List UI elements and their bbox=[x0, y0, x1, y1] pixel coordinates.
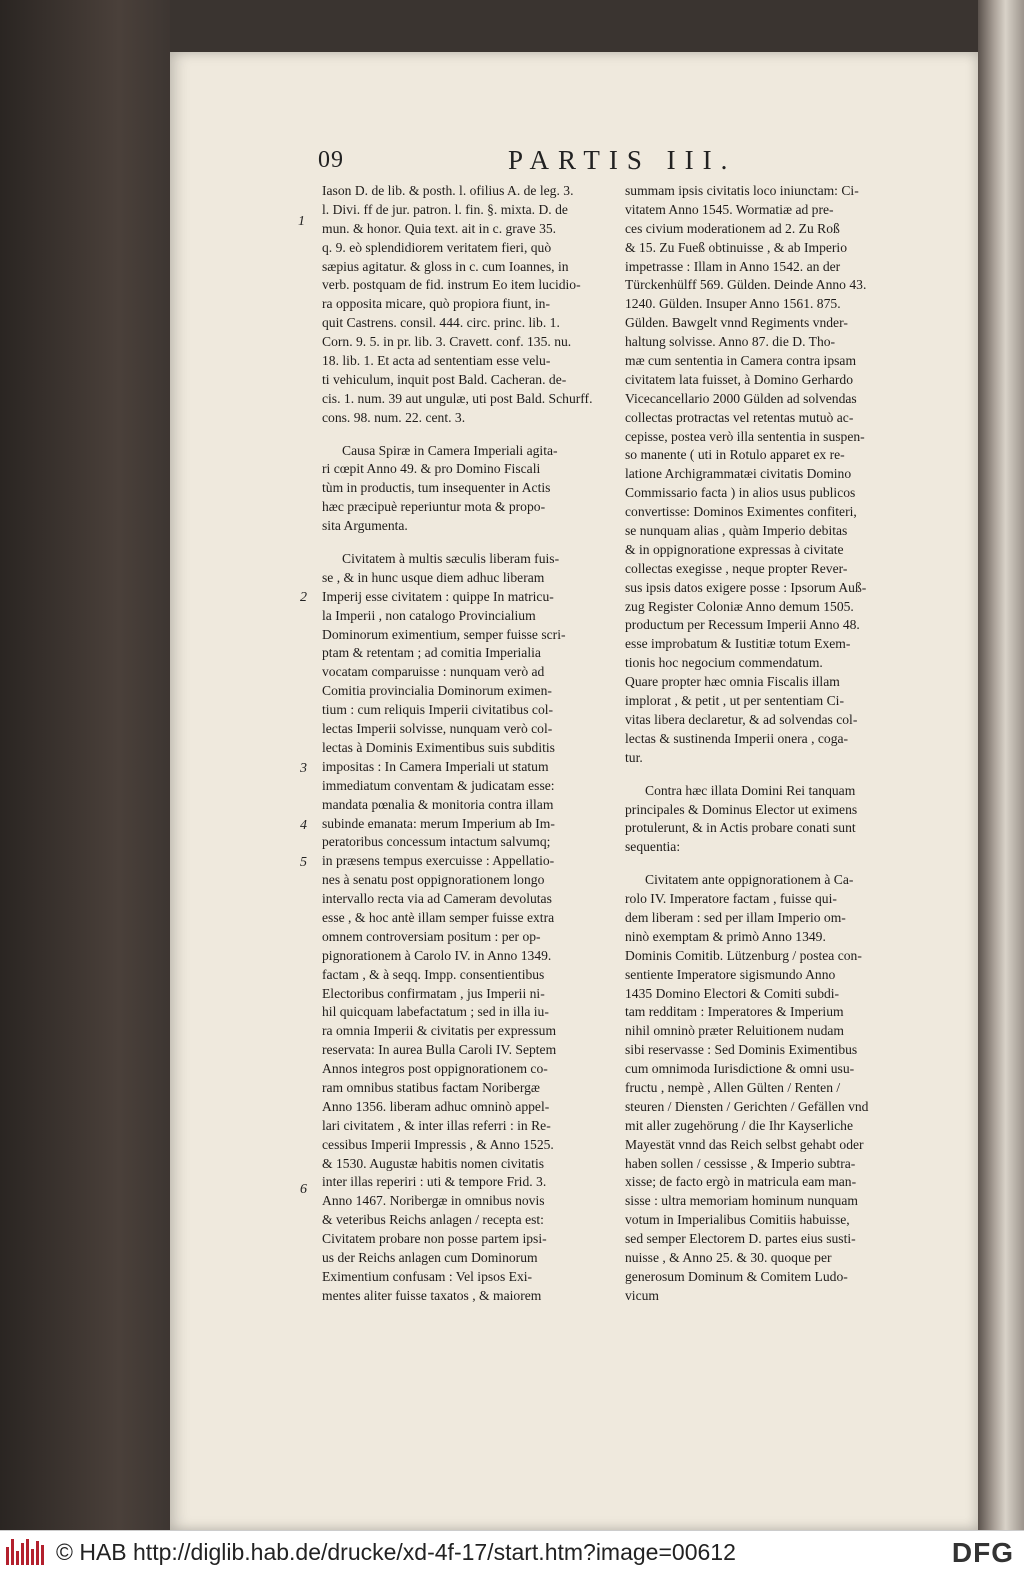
paragraph-gap bbox=[625, 857, 915, 871]
running-title: PARTIS III. bbox=[508, 145, 737, 175]
text-line: haltung solvisse. Anno 87. die D. Tho- bbox=[625, 334, 836, 350]
text-line: sita Argumenta. bbox=[322, 518, 408, 534]
text-line: Vicecancellario 2000 Gülden ad solvendas bbox=[625, 390, 857, 406]
text-line: sequentia: bbox=[625, 839, 681, 855]
text-line: mun. & honor. Quia text. ait in c. grave 35. bbox=[322, 220, 557, 236]
text-line: ri cœpit Anno 49. & pro Domino Fiscali bbox=[322, 461, 541, 477]
text-line: tionis hoc negocium commendatum. bbox=[625, 655, 823, 671]
text-line: quit Castrens. consil. 444. circ. princ. lib. 1. bbox=[322, 315, 560, 331]
paragraph-gap bbox=[322, 428, 612, 442]
dfg-logo: DFG bbox=[951, 1537, 1014, 1568]
text-line: Contra hæc illata Domini Rei tanquam bbox=[645, 782, 856, 798]
text-line: Civitatem ante oppignorationem à Ca- bbox=[645, 872, 854, 888]
text-line: ra opposita micare, quò propiora fiunt, in- bbox=[322, 296, 551, 312]
text-line: la Imperii , non catalogo Provincialium bbox=[322, 607, 536, 623]
text-line: collectas exegisse , neque propter Rever- bbox=[625, 560, 848, 576]
text-line: fructu , nempè , Allen Gülten / Renten / bbox=[625, 1079, 841, 1095]
text-line: tium : cum reliquis Imperii civitatibus col- bbox=[322, 702, 554, 718]
paragraph-gap bbox=[625, 768, 915, 782]
right-text-column bbox=[625, 182, 915, 1306]
text-line: lectas & sustinenda Imperii onera , coga- bbox=[625, 730, 849, 746]
text-line: mæ cum sententia in Camera contra ipsam bbox=[625, 353, 857, 369]
text-line: peratoribus concessum intactum salvumq; bbox=[322, 834, 551, 850]
text-line: Civitatem à multis sæculis liberam fuis- bbox=[342, 551, 560, 567]
text-line: sibi reservasse : Sed Dominis Eximentibus bbox=[625, 1042, 858, 1058]
text-line: subinde emanata: merum Imperium ab Im- bbox=[322, 815, 555, 831]
text-line: sed semper Electorem D. partes eius susti- bbox=[625, 1231, 856, 1247]
text-line: us der Reichs anlagen cum Dominorum bbox=[322, 1249, 538, 1265]
text-line: xisse; de facto ergò in matricula eam man- bbox=[625, 1174, 857, 1190]
text-line: tur. bbox=[625, 749, 643, 765]
text-line: cessibus Imperii Impressis , & Anno 1525. bbox=[322, 1136, 554, 1152]
text-line: q. 9. eò splendidiorem veritatem fieri, quò bbox=[322, 239, 552, 255]
text-line: Comitia provincialia Dominorum eximen- bbox=[322, 683, 552, 699]
page-header bbox=[318, 147, 908, 181]
left-text-column bbox=[322, 182, 612, 1306]
text-line: protulerunt, & in Actis probare conati sunt bbox=[625, 820, 856, 836]
text-line: factam , & à seqq. Impp. consentientibus bbox=[322, 966, 545, 982]
text-line: sus ipsis datos exigere posse : Ipsorum Auß- bbox=[625, 579, 867, 595]
text-line: Anno 1467. Noribergæ in omnibus novis bbox=[322, 1193, 545, 1209]
text-line: pignorationem à Carolo IV. in Anno 1349. bbox=[322, 947, 552, 963]
paragraph-gap bbox=[322, 536, 612, 550]
text-line: l. Divi. ff de jur. patron. l. fin. §. mixta. D. de bbox=[322, 201, 568, 217]
text-line: Dominis Comitib. Lützenburg / postea con- bbox=[625, 947, 862, 963]
text-line: Electoribus confirmatam , jus Imperii ni- bbox=[322, 985, 545, 1001]
text-line: impetrasse : Illam in Anno 1542. an der bbox=[625, 258, 841, 274]
text-line: sisse : ultra memoriam hominum nunquam bbox=[625, 1193, 858, 1209]
text-line: & 15. Zu Fueß obtinuisse , & ab Imperio bbox=[625, 239, 848, 255]
text-line: tam redditam : Imperatores & Imperium bbox=[625, 1004, 844, 1020]
text-line: Gülden. Bawgelt vnnd Regiments vnder- bbox=[625, 315, 848, 331]
text-line: & veteribus Reichs anlagen / recepta est: bbox=[322, 1212, 544, 1228]
text-line: esse , & hoc antè illam semper fuisse extra bbox=[322, 909, 555, 925]
scan-background-right bbox=[978, 0, 1024, 1530]
text-line: 18. lib. 1. Et acta ad sententiam esse velu- bbox=[322, 353, 551, 369]
text-line: generosum Dominum & Comitem Ludo- bbox=[625, 1268, 848, 1284]
text-line: 1240. Gülden. Insuper Anno 1561. 875. bbox=[625, 296, 841, 312]
text-line: productum per Recessum Imperii Anno 48. bbox=[625, 617, 860, 633]
text-line: Commissario facta ) in alios usus publicos bbox=[625, 485, 856, 501]
page-number: 09 bbox=[318, 147, 344, 173]
text-line: immediatum conventam & judicatam esse: bbox=[322, 777, 555, 793]
book-page bbox=[170, 52, 978, 1530]
margin-number: 3 bbox=[300, 761, 307, 776]
scan-background-left bbox=[0, 0, 170, 1530]
text-line: nuisse , & Anno 25. & 30. quoque per bbox=[625, 1249, 832, 1265]
text-line: hæc præcipuè reperiuntur mota & propo- bbox=[322, 499, 546, 515]
text-line: reservata: In aurea Bulla Caroli IV. Septem bbox=[322, 1042, 557, 1058]
text-line: cepisse, postea verò illa sententia in suspen- bbox=[625, 428, 865, 444]
text-line: vocatam comparuisse : nunquam verò ad bbox=[322, 664, 545, 680]
hab-logo-icon bbox=[6, 1539, 46, 1565]
text-line: ti vehiculum, inquit post Bald. Cacheran. de- bbox=[322, 371, 567, 387]
text-line: implorat , & petit , ut per sententiam Ci- bbox=[625, 693, 844, 709]
text-line: summam ipsis civitatis loco iniunctam: Ci- bbox=[625, 183, 859, 198]
text-line: Türckenhülff 569. Gülden. Deinde Anno 43. bbox=[625, 277, 867, 293]
text-line: lectas Imperii solvisse, nunquam verò col- bbox=[322, 721, 553, 737]
text-line: Mayestät vnnd das Reich selbst gehabt oder bbox=[625, 1136, 864, 1152]
text-line: principales & Dominus Elector ut eximens bbox=[625, 801, 858, 817]
text-line: Eximentium confusam : Vel ipsos Exi- bbox=[322, 1268, 533, 1284]
text-line: impositas : In Camera Imperiali ut statum bbox=[322, 758, 549, 774]
text-line: vicum bbox=[625, 1287, 659, 1303]
text-line: votum in Imperialibus Comitiis habuisse, bbox=[625, 1212, 850, 1228]
text-line: civitatem lata fuisset, à Domino Gerhardo bbox=[625, 371, 854, 387]
text-line: & 1530. Augustæ habitis nomen civitatis bbox=[322, 1155, 545, 1171]
text-line: mandata pœnalia & monitoria contra illam bbox=[322, 796, 554, 812]
text-line: Annos integros post oppignorationem co- bbox=[322, 1061, 548, 1077]
text-line: omnem controversiam positum : per op- bbox=[322, 928, 541, 944]
text-line: Imperij esse civitatem : quippe In matricu- bbox=[322, 588, 554, 604]
footer-bar bbox=[0, 1530, 1024, 1573]
text-line: vitas libera declaretur, & ad solvendas col- bbox=[625, 711, 858, 727]
text-line: mentes aliter fuisse taxatos , & maiorem bbox=[322, 1287, 542, 1303]
margin-number: 2 bbox=[300, 590, 307, 605]
text-line: verb. postquam de fid. instrum Eo item lucidio- bbox=[322, 277, 581, 293]
text-line: cis. 1. num. 39 aut ungulæ, uti post Bald. Schurff. bbox=[322, 390, 593, 406]
text-line: & in oppignoratione expressas à civitate bbox=[625, 541, 844, 557]
text-line: ces civium moderationem ad 2. Zu Roß bbox=[625, 220, 840, 236]
text-line: Causa Spiræ in Camera Imperiali agita- bbox=[342, 442, 558, 458]
text-line: haben sollen / cessisse , & Imperio subtra- bbox=[625, 1155, 856, 1171]
text-line: dem liberam : sed per illam Imperio om- bbox=[625, 909, 846, 925]
text-line: Anno 1356. liberam adhuc omninò appel- bbox=[322, 1098, 550, 1114]
text-line: intervallo recta via ad Cameram devolutas bbox=[322, 891, 552, 907]
text-line: nes à senatu post oppignorationem longo bbox=[322, 872, 545, 888]
margin-number: 5 bbox=[300, 855, 307, 870]
text-line: 1435 Domino Electori & Comiti subdi- bbox=[625, 985, 840, 1001]
text-line: se , & in hunc usque diem adhuc liberam bbox=[322, 569, 545, 585]
text-line: esse improbatum & Iustitiæ totum Exem- bbox=[625, 636, 851, 652]
text-line: sæpius agitatur. & gloss in c. cum Ioannes, in bbox=[322, 258, 569, 274]
text-line: vitatem Anno 1545. Wormatiæ ad pre- bbox=[625, 201, 834, 217]
text-line: Iason D. de lib. & posth. l. ofilius A. de leg. 3. bbox=[322, 183, 574, 198]
text-line: ram omnibus statibus factam Noribergæ bbox=[322, 1079, 540, 1095]
text-line: zug Register Coloniæ Anno demum 1505. bbox=[625, 598, 854, 614]
margin-number: 1 bbox=[298, 214, 305, 229]
text-line: cum omnimoda Iurisdictione & omni usu- bbox=[625, 1061, 855, 1077]
text-line: convertisse: Dominos Eximentes confiteri, bbox=[625, 504, 857, 520]
text-line: inter illas reperiri : uti & tempore Frid. 3. bbox=[322, 1174, 547, 1190]
text-line: latione Archigrammatæi civitatis Domino bbox=[625, 466, 852, 482]
text-line: lari civitatem , & inter illas referri : in Re- bbox=[322, 1117, 551, 1133]
margin-number: 6 bbox=[300, 1182, 307, 1197]
text-line: collectas protractas vel retentas mutuò ac- bbox=[625, 409, 854, 425]
text-line: so manente ( uti in Rotulo apparet ex re- bbox=[625, 447, 845, 463]
text-line: mit aller zugehörung / die Ihr Kayserliche bbox=[625, 1117, 853, 1133]
text-line: ninò exemptam & primò Anno 1349. bbox=[625, 928, 826, 944]
text-line: Dominorum eximentium, semper fuisse scri- bbox=[322, 626, 566, 642]
text-line: sentiente Imperatore sigismundo Anno bbox=[625, 966, 836, 982]
text-line: nihil omninò præter Reluitionem nudam bbox=[625, 1023, 844, 1039]
text-line: in præsens tempus exercuisse : Appellatio- bbox=[322, 853, 555, 869]
text-line: hil quicquam labefactatum ; sed in illa iu- bbox=[322, 1004, 549, 1020]
text-line: cons. 98. num. 22. cent. 3. bbox=[322, 409, 466, 425]
text-line: rolo IV. Imperatore factam , fuisse qui- bbox=[625, 891, 837, 907]
text-line: steuren / Diensten / Gerichten / Gefällen vnd bbox=[625, 1098, 869, 1114]
margin-number: 4 bbox=[300, 818, 307, 833]
text-line: lectas à Dominis Eximentibus suis subditis bbox=[322, 739, 555, 755]
text-line: tùm in productis, tum insequenter in Actis bbox=[322, 480, 551, 496]
text-line: se nunquam alias , quàm Imperio debitas bbox=[625, 523, 848, 539]
text-line: ptam & retentam ; ad comitia Imperialia bbox=[322, 645, 541, 661]
text-line: ra omnia Imperii & civitatis per expressum bbox=[322, 1023, 557, 1039]
text-line: Quare propter hæc omnia Fiscalis illam bbox=[625, 674, 840, 690]
text-line: Corn. 9. 5. in pr. lib. 3. Cravett. conf. 135. nu. bbox=[322, 334, 572, 350]
text-line: Civitatem probare non posse partem ipsi- bbox=[322, 1231, 547, 1247]
footer-url: © HAB http://diglib.hab.de/drucke/xd-4f-17/start.htm?image=00612 bbox=[56, 1539, 736, 1565]
